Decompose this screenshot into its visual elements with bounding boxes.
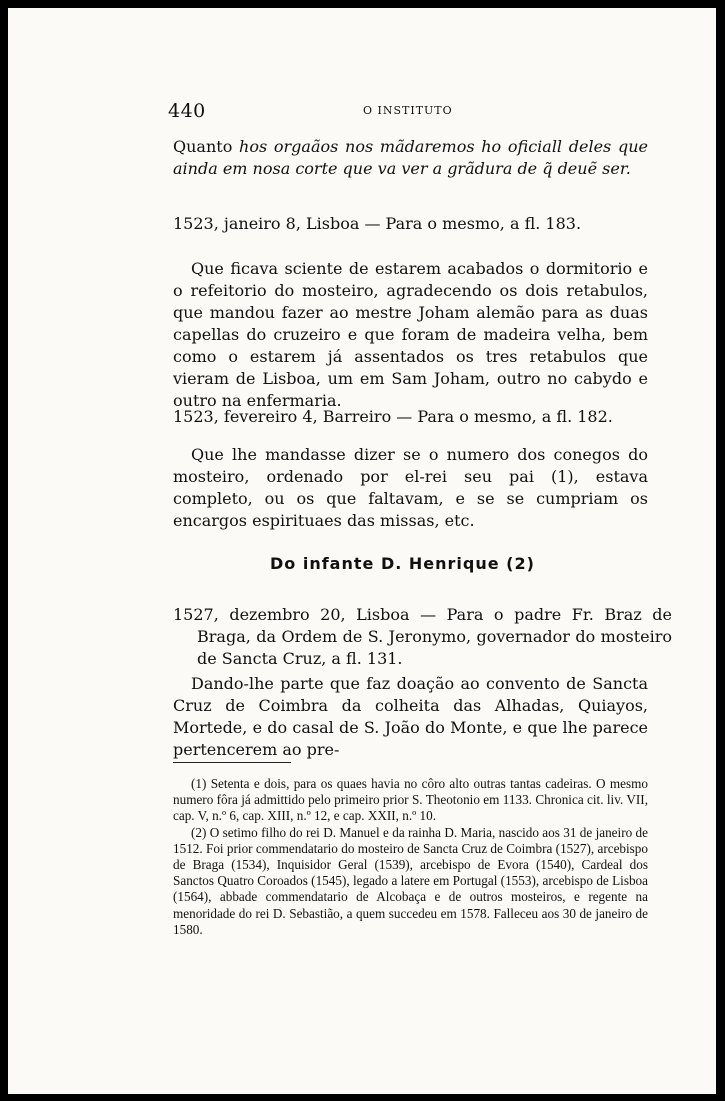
journal-title: O INSTITUTO: [363, 104, 453, 117]
section-title: Do infante D. Henrique (2): [270, 554, 535, 573]
entry-heading: 1523, fevereiro 4, Barreiro — Para o mesmo, a fl. 182.: [173, 407, 613, 426]
footnotes: [173, 776, 648, 938]
entry-body: Dando-lhe parte que faz doação ao convento de Sancta Cruz de Coimbra da colheita das Alhadas, Quiayos, Mortede, e do casal de S. João do Monte, e que lhe parece pertencerem ao pre-: [173, 674, 648, 759]
footnote: (2) O setimo filho do rei D. Manuel e da rainha D. Maria, nascido aos 31 de janeiro de 1512. Foi prior commendatario do mosteiro de Sancta Cruz de Coimbra (1527), arcebispo de Braga (1534), Inquisidor Geral (1539), arcebispo de Evora (1540), Cardeal dos Sanctos Quatro Coroados (1545), legado a latere em Portugal (1553), arcebispo de Lisboa (1564), abbade commendatario de Alcobaça e de outros mosteiros, e regente na menoridade do rei D. Sebastião, a quem succedeu em 1578. Falleceu aos 30 de janeiro de 1580.: [173, 824, 648, 937]
entry-heading: 1527, dezembro 20, Lisboa — Para o padre Fr. Braz de Braga, da Ordem de S. Jeronymo, governador do mosteiro de Sancta Cruz, a fl. 131.: [173, 605, 672, 668]
entry-body: Que lhe mandasse dizer se o numero dos conegos do mosteiro, ordenado por el-rei seu pai (1), estava completo, ou os que faltavam, e se se cumpriam os encargos espirituaes das missas, etc.: [173, 445, 648, 530]
quote-block: [173, 136, 648, 180]
footnote: (1) Setenta e dois, para os quaes havia no côro alto outras tantas cadeiras. O mesmo numero fôra já admittido pelo primeiro prior S. Theotonio em 1133. Chronica cit. liv. VII, cap. V, n.º 6, cap. XIII, n.º 12, e cap. XXII, n.º 10.: [173, 776, 648, 824]
entry-body: Que ficava sciente de estarem acabados o dormitorio e o refeitorio do mosteiro, agradecendo os dois retabulos, que mandou fazer ao mestre Joham alemão para as duas capellas do cruzeiro e que foram de madeira velha, bem como o estarem já assentados os tres retabulos que vieram de Lisboa, um em Sam Joham, outro no cabydo e outro na enfermaria.: [173, 259, 648, 410]
quote-text: hos orgaãos nos mãdaremos ho oficiall deles que ainda em nosa corte que va ver a grãdura de q̃ deuẽ ser.: [173, 137, 648, 178]
footnote-rule: [173, 762, 291, 763]
book-page: [8, 8, 716, 1094]
quote-lead: Quanto: [173, 137, 233, 156]
entry-heading: 1523, janeiro 8, Lisboa — Para o mesmo, a fl. 183.: [173, 214, 582, 233]
page-number: 440: [168, 100, 206, 122]
